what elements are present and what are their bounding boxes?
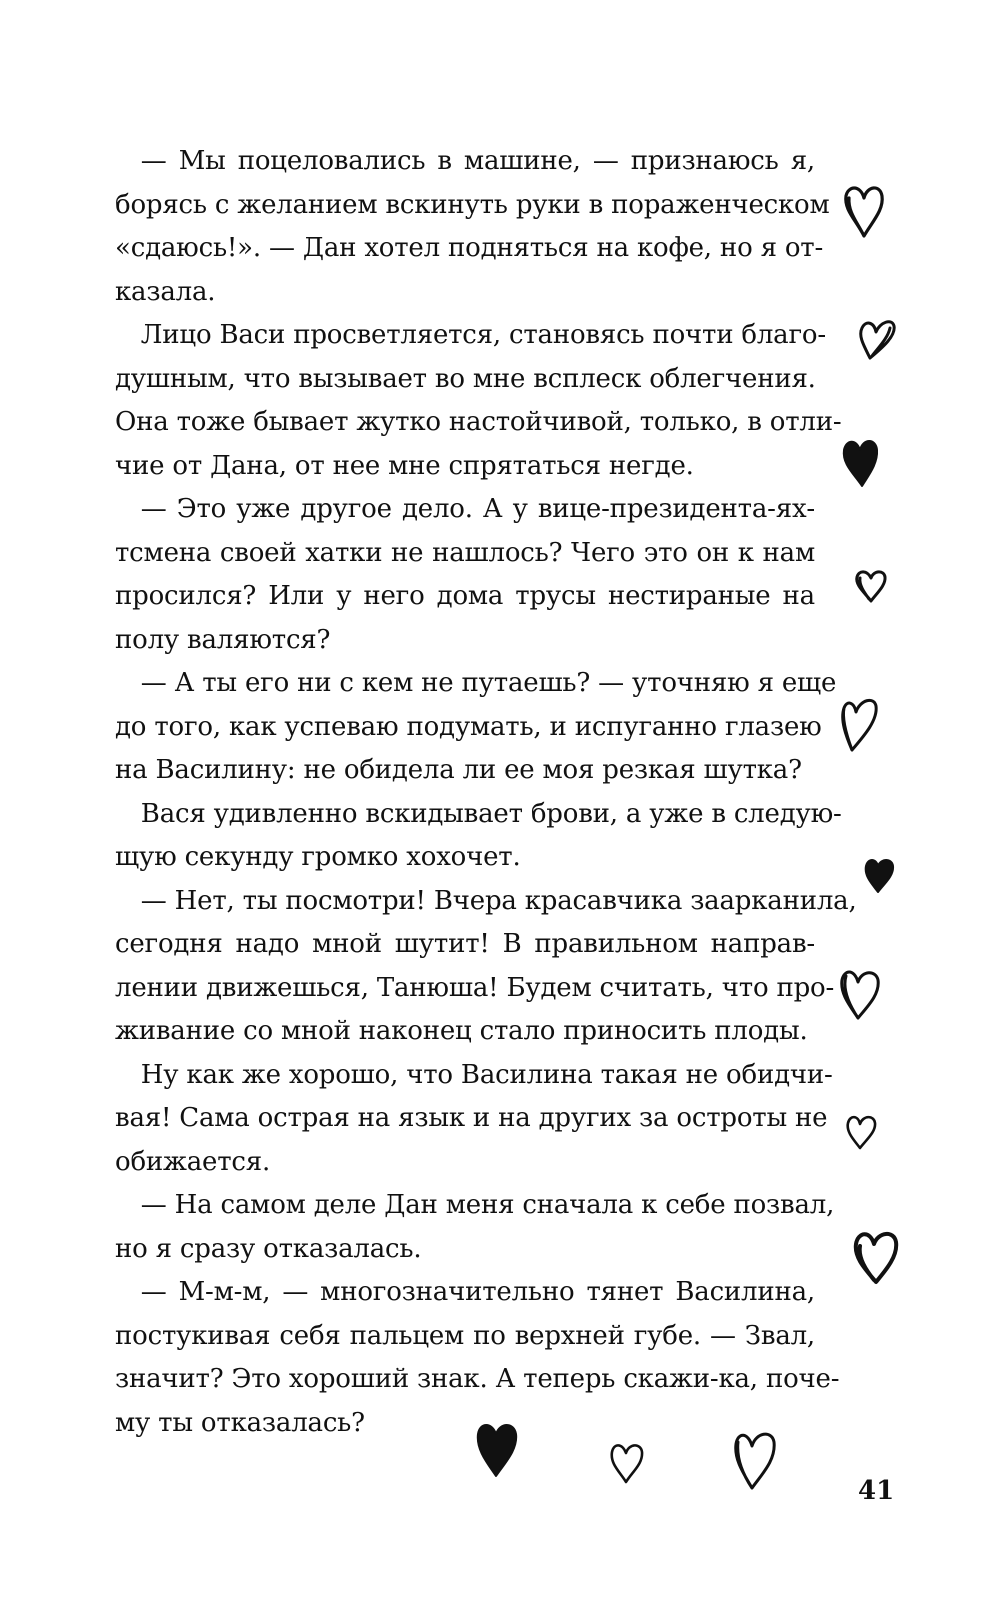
filled-heart-icon	[840, 436, 880, 488]
text-line: вая! Сама острая на язык и на других за остроты не	[115, 1103, 828, 1133]
text-line: Она тоже бывает жутко настойчивой, только, в отли-	[115, 407, 842, 437]
text-line: до того, как успеваю подумать, и испуганно глазею	[115, 711, 822, 742]
text-line: сегодня надо мной шутит! В правильном направ-	[115, 929, 815, 959]
text-line: на Василину: не обидела ли ее моя резкая шутка?	[115, 755, 802, 785]
text-line: чие от Дана, от нее мне спрятаться негде.	[115, 450, 694, 481]
outline-heart-icon	[730, 1428, 778, 1492]
text-line: полу валяются?	[115, 624, 331, 655]
outline-heart-icon	[838, 694, 880, 754]
text-line: значит? Это хороший знак. А теперь скажи-ка, поче-	[115, 1364, 840, 1394]
text-line: Ну как же хорошо, что Василина такая не обидчи-	[115, 1059, 833, 1090]
text-line: му ты отказалась?	[115, 1407, 365, 1438]
text-line: казала.	[115, 276, 216, 307]
text-line: щую секунду громко хохочет.	[115, 842, 521, 872]
text-line: постукивая себя пальцем по верхней губе. — Звал,	[115, 1320, 815, 1351]
outline-heart-icon	[852, 1228, 900, 1286]
text-line: лении движешься, Танюша! Будем считать, что про-	[115, 972, 835, 1003]
book-text	[115, 140, 857, 1445]
text-line: просился? Или у него дома трусы нестираные на	[115, 581, 815, 611]
text-line: — Нет, ты посмотри! Вчера красавчика заарканила,	[115, 885, 857, 916]
text-line: — А ты его ни с кем не путаешь? — уточняю я еще	[115, 668, 837, 698]
text-line: — Это уже другое дело. А у вице-президента-ях-	[115, 494, 815, 524]
filled-heart-icon	[862, 856, 896, 894]
outline-heart-icon	[853, 567, 889, 605]
text-line: — Мы поцеловались в машине, — признаюсь я,	[115, 146, 815, 176]
text-line: — М-м-м, — многозначительно тянет Василина,	[115, 1277, 815, 1307]
filled-heart-icon	[474, 1420, 520, 1478]
text-line: живание со мной наконец стало приносить плоды.	[115, 1016, 808, 1046]
text-line: Вася удивленно вскидывает брови, а уже в следую-	[115, 798, 842, 829]
text-line: тсмена своей хатки не нашлось? Чего это он к нам	[115, 537, 815, 568]
text-line: душным, что вызывает во мне всплеск облегчения.	[115, 363, 816, 394]
outline-heart-icon	[608, 1440, 646, 1486]
outline-heart-icon	[838, 966, 882, 1022]
outline-heart-icon	[842, 182, 886, 240]
text-line: обижается.	[115, 1146, 271, 1177]
outline-heart-icon	[844, 1112, 878, 1152]
text-line: но я сразу отказалась.	[115, 1233, 422, 1264]
text-line: Лицо Васи просветляется, становясь почти благо-	[115, 320, 826, 350]
page-number: 41	[858, 1476, 895, 1506]
text-line: — На самом деле Дан меня сначала к себе позвал,	[115, 1190, 835, 1220]
text-line: борясь с желанием вскинуть руки в пораженческом	[115, 189, 830, 220]
text-line: «сдаюсь!». — Дан хотел подняться на кофе, но я от-	[115, 233, 824, 263]
outline-heart-icon	[856, 314, 898, 362]
